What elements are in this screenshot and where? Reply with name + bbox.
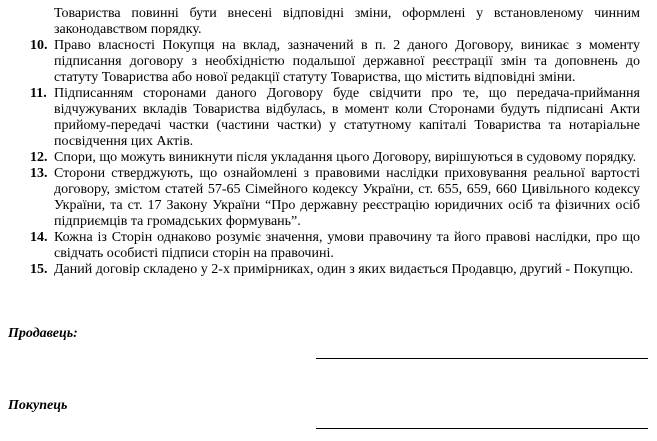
clause-number: 10. bbox=[30, 38, 48, 53]
buyer-label: Покупець bbox=[8, 398, 68, 413]
clause-number: 11. bbox=[30, 86, 47, 101]
clause-number: 15. bbox=[30, 262, 48, 277]
clause-text: Сторони стверджують, що ознайомлені з правовими наслідки приховування реальної вартості договору, змістом статей 57-65 Сімейного кодексу України, ст. 655, 659, 660 Цивільного кодексу України, та ст. 17 Закону України “Про державну реєстрацію юридичних осіб та фізичних осіб підприємців та громадських формувань”. bbox=[54, 166, 640, 229]
clause-number: 13. bbox=[30, 166, 48, 181]
seller-signature-line[interactable] bbox=[316, 358, 648, 359]
clause-text: Даний договір складено у 2-х примірниках, один з яких видається Продавцю, другий - Покупцю. bbox=[54, 262, 634, 277]
clause-number: 12. bbox=[30, 150, 48, 165]
clause-text: Право власності Покупця на вклад, зазначений в п. 2 даного Договору, виникає з моменту підписання договору з необхідністю подальшої державної реєстрації змін та доповнень до статуту Товариства або нової редакції статуту Товариства, що містить відповідні зміни. bbox=[54, 38, 640, 85]
clause-number: 14. bbox=[30, 230, 48, 245]
seller-label: Продавець: bbox=[8, 326, 78, 341]
clause-text: Спори, що можуть виникнути після укладання цього Договору, вирішуються в судовому порядку. bbox=[54, 150, 637, 165]
clause-text: Кожна із Сторін однаково розуміє значення, умови правочину та його правові наслідки, про що свідчать особисті підписи сторін на правочині. bbox=[54, 230, 640, 261]
clause-text: Підписанням сторонами даного Договору буде свідчити про те, що передача-приймання відчужуваних вкладів Товариства відбулась, в момент коли Сторонами будуть підписані Акти прийому-передачі частки (частини частки) у статутному капіталі Товариства та нотаріальне посвідчення цих Актів. bbox=[54, 86, 640, 149]
continuation-paragraph: Товариства повинні бути внесені відповідні зміни, оформлені у встановленому чинним законодавством порядку. bbox=[54, 6, 640, 37]
buyer-signature-line[interactable] bbox=[316, 428, 648, 429]
